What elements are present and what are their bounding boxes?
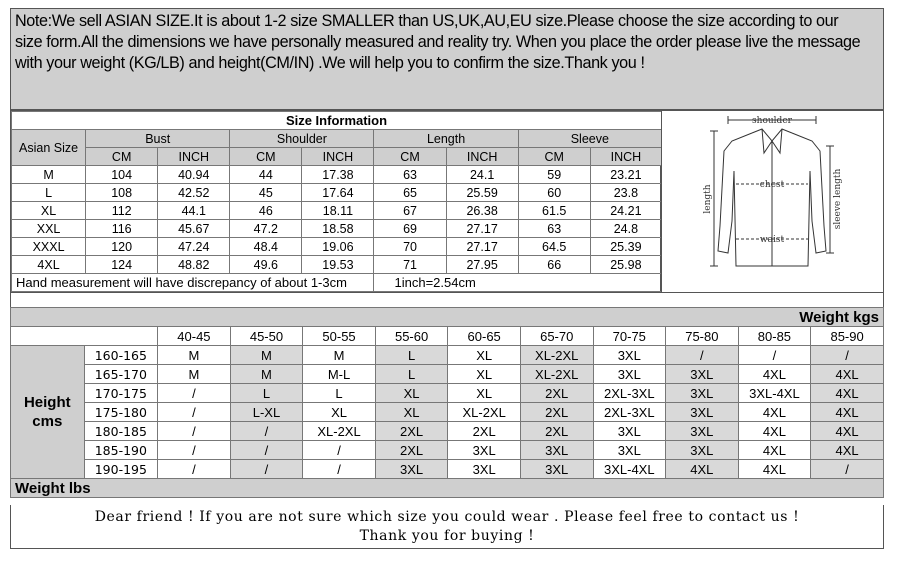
height-range: 190-195 [84, 460, 158, 479]
recommended-size-cell: L [375, 365, 448, 384]
sleeve-length-label: sleeve length [833, 168, 843, 230]
size-value-cell: 63 [518, 220, 590, 238]
size-value-cell: 112 [86, 202, 158, 220]
size-value-cell: 27.95 [446, 256, 518, 274]
recommended-size-cell: XL-2XL [520, 365, 593, 384]
recommended-size-cell: 4XL [811, 441, 884, 460]
recommended-size-cell: XL-2XL [448, 403, 521, 422]
size-value-cell: 44.1 [158, 202, 230, 220]
recommended-size-cell: / [158, 384, 231, 403]
height-cms-label [11, 346, 85, 479]
recommended-size-cell: / [666, 346, 739, 365]
size-label: XL [12, 202, 86, 220]
recommended-size-cell: 3XL [520, 441, 593, 460]
size-label: M [12, 166, 86, 184]
note-line: Note:We sell ASIAN SIZE.It is about 1-2 size SMALLER than US,UK,AU,EU size.Please choose the size according to our [15, 12, 839, 30]
height-range: 185-190 [84, 441, 158, 460]
message-line-1: Dear friend ! If you are not sure which size you could wear . Please feel free to contact us ! [94, 509, 800, 525]
recommended-size-cell: 2XL [375, 441, 448, 460]
height-row [11, 403, 884, 422]
size-value-cell: 17.64 [302, 184, 374, 202]
size-note [10, 8, 884, 110]
conversion-note: 1inch=2.54cm [374, 274, 662, 292]
recommended-size-cell: XL [448, 346, 521, 365]
recommended-size-cell: L [230, 384, 303, 403]
size-value-cell: 24.21 [590, 202, 661, 220]
waist-label: waist [759, 235, 785, 245]
size-value-cell: 47.24 [158, 238, 230, 256]
recommended-size-cell: / [303, 460, 376, 479]
recommended-size-cell: 4XL [666, 460, 739, 479]
height-row [11, 346, 884, 365]
height-row [11, 365, 884, 384]
recommended-size-cell: 3XL [520, 460, 593, 479]
size-value-cell: 19.06 [302, 238, 374, 256]
size-value-cell: 23.8 [590, 184, 661, 202]
recommended-size-cell: 3XL [666, 441, 739, 460]
size-value-cell: 44 [230, 166, 302, 184]
group-header: Sleeve [518, 130, 661, 148]
recommended-size-cell: XL [375, 384, 448, 403]
height-range: 180-185 [84, 422, 158, 441]
recommended-size-cell: / [811, 460, 884, 479]
size-value-cell: 25.59 [446, 184, 518, 202]
group-header: Length [374, 130, 518, 148]
recommended-size-cell: 3XL [666, 384, 739, 403]
recommended-size-cell: 3XL [666, 365, 739, 384]
recommended-size-cell: 4XL [738, 460, 811, 479]
size-value-cell: 45 [230, 184, 302, 202]
size-value-cell: 59 [518, 166, 590, 184]
recommended-size-cell: 3XL-4XL [593, 460, 666, 479]
size-value-cell: 108 [86, 184, 158, 202]
recommended-size-cell: 4XL [738, 365, 811, 384]
shirt-diagram-panel [661, 110, 884, 293]
height-label-line: Height [23, 394, 71, 411]
size-row [12, 238, 662, 256]
size-value-cell: 18.11 [302, 202, 374, 220]
size-row [12, 220, 662, 238]
contact-message [10, 505, 884, 549]
size-label: L [12, 184, 86, 202]
size-value-cell: 67 [374, 202, 446, 220]
recommended-size-cell: XL-2XL [520, 346, 593, 365]
size-value-cell: 18.58 [302, 220, 374, 238]
size-value-cell: 42.52 [158, 184, 230, 202]
recommended-size-cell: L-XL [230, 403, 303, 422]
size-value-cell: 120 [86, 238, 158, 256]
recommended-size-cell: / [158, 422, 231, 441]
size-value-cell: 24.1 [446, 166, 518, 184]
size-label: XXXL [12, 238, 86, 256]
recommended-size-cell: 4XL [811, 365, 884, 384]
weight-range-header: 85-90 [811, 327, 884, 346]
size-value-cell: 27.17 [446, 238, 518, 256]
weight-range-header: 45-50 [230, 327, 303, 346]
recommended-size-cell: XL [303, 403, 376, 422]
recommended-size-cell: 3XL [448, 441, 521, 460]
recommended-size-cell: 3XL [593, 346, 666, 365]
size-value-cell: 64.5 [518, 238, 590, 256]
recommended-size-cell: 4XL [738, 422, 811, 441]
size-value-cell: 70 [374, 238, 446, 256]
recommended-size-cell: XL [448, 384, 521, 403]
recommended-size-cell: 2XL-3XL [593, 403, 666, 422]
recommended-size-cell: 4XL [811, 422, 884, 441]
recommended-size-cell: M [230, 346, 303, 365]
measurement-note: Hand measurement will have discrepancy of about 1-3cm [12, 274, 374, 292]
unit-header: CM [86, 148, 158, 166]
size-value-cell: 66 [518, 256, 590, 274]
size-value-cell: 47.2 [230, 220, 302, 238]
weight-range-header: 65-70 [520, 327, 593, 346]
size-value-cell: 63 [374, 166, 446, 184]
size-row [12, 256, 662, 274]
size-value-cell: 65 [374, 184, 446, 202]
size-value-cell: 61.5 [518, 202, 590, 220]
size-information-table [11, 111, 662, 292]
recommended-size-cell: 3XL [448, 460, 521, 479]
height-row [11, 422, 884, 441]
group-header: Shoulder [230, 130, 374, 148]
recommended-size-cell: M-L [303, 365, 376, 384]
recommended-size-cell: 3XL-4XL [738, 384, 811, 403]
size-table-title: Size Information [12, 112, 662, 130]
recommended-size-cell: 2XL [520, 403, 593, 422]
recommended-size-cell: / [738, 346, 811, 365]
recommended-size-cell: XL [375, 403, 448, 422]
size-value-cell: 71 [374, 256, 446, 274]
recommended-size-cell: 4XL [811, 403, 884, 422]
height-range: 170-175 [84, 384, 158, 403]
height-range: 165-170 [84, 365, 158, 384]
asian-size-header: Asian Size [12, 130, 86, 166]
recommended-size-cell: 4XL [738, 441, 811, 460]
height-label-line: cms [32, 413, 63, 430]
weight-height-table [10, 307, 884, 498]
unit-header: CM [230, 148, 302, 166]
recommended-size-cell: / [230, 441, 303, 460]
note-line: with your weight (KG/LB) and height(CM/IN) .We will help you to confirm the size.Thank you ! [15, 54, 645, 72]
size-value-cell: 24.8 [590, 220, 661, 238]
shirt-diagram-icon [662, 111, 883, 292]
size-value-cell: 104 [86, 166, 158, 184]
size-value-cell: 27.17 [446, 220, 518, 238]
recommended-size-cell: / [230, 460, 303, 479]
recommended-size-cell: M [158, 346, 231, 365]
size-row [12, 166, 662, 184]
unit-header: CM [518, 148, 590, 166]
recommended-size-cell: 3XL [593, 365, 666, 384]
message-line-2: Thank you for buying ! [359, 528, 535, 544]
weight-range-header: 80-85 [738, 327, 811, 346]
size-label: 4XL [12, 256, 86, 274]
size-value-cell: 116 [86, 220, 158, 238]
unit-header: INCH [446, 148, 518, 166]
recommended-size-cell: 2XL [375, 422, 448, 441]
size-value-cell: 49.6 [230, 256, 302, 274]
recommended-size-cell: / [158, 441, 231, 460]
size-value-cell: 69 [374, 220, 446, 238]
size-value-cell: 19.53 [302, 256, 374, 274]
unit-header: INCH [302, 148, 374, 166]
size-value-cell: 45.67 [158, 220, 230, 238]
length-label: length [703, 184, 713, 214]
recommended-size-cell: 3XL [593, 422, 666, 441]
recommended-size-cell: / [230, 422, 303, 441]
height-range: 175-180 [84, 403, 158, 422]
size-value-cell: 48.82 [158, 256, 230, 274]
weight-range-header: 75-80 [666, 327, 739, 346]
recommended-size-cell: 2XL [448, 422, 521, 441]
weight-range-header: 55-60 [375, 327, 448, 346]
size-row [12, 184, 662, 202]
size-information-panel [10, 110, 661, 293]
size-value-cell: 124 [86, 256, 158, 274]
shoulder-label: shoulder [752, 116, 792, 126]
recommended-size-cell: / [303, 441, 376, 460]
size-value-cell: 40.94 [158, 166, 230, 184]
recommended-size-cell: 3XL [666, 403, 739, 422]
size-value-cell: 26.38 [446, 202, 518, 220]
size-value-cell: 23.21 [590, 166, 661, 184]
recommended-size-cell: 3XL [375, 460, 448, 479]
height-row [11, 384, 884, 403]
unit-header: INCH [158, 148, 230, 166]
corner-cell [11, 327, 158, 346]
note-line: size form.All the dimensions we have personally measured and reality try. When you place the order please live the message [15, 33, 861, 51]
recommended-size-cell: M [230, 365, 303, 384]
recommended-size-cell: L [375, 346, 448, 365]
size-value-cell: 46 [230, 202, 302, 220]
unit-header: CM [374, 148, 446, 166]
height-row [11, 441, 884, 460]
size-value-cell: 60 [518, 184, 590, 202]
recommended-size-cell: / [158, 460, 231, 479]
weight-kgs-header: Weight kgs [11, 308, 884, 327]
weight-range-header: 50-55 [303, 327, 376, 346]
recommended-size-cell: 3XL [666, 422, 739, 441]
weight-range-header: 40-45 [158, 327, 231, 346]
size-label: XXL [12, 220, 86, 238]
recommended-size-cell: XL-2XL [303, 422, 376, 441]
recommended-size-cell: / [158, 403, 231, 422]
weight-range-header: 60-65 [448, 327, 521, 346]
chest-label: chest [759, 180, 785, 190]
recommended-size-cell: XL [448, 365, 521, 384]
recommended-size-cell: M [158, 365, 231, 384]
recommended-size-cell: 2XL [520, 384, 593, 403]
weight-height-chart [10, 307, 884, 498]
recommended-size-cell: / [811, 346, 884, 365]
recommended-size-cell: M [303, 346, 376, 365]
recommended-size-cell: 3XL [593, 441, 666, 460]
group-header: Bust [86, 130, 230, 148]
recommended-size-cell: L [303, 384, 376, 403]
recommended-size-cell: 2XL-3XL [593, 384, 666, 403]
recommended-size-cell: 4XL [738, 403, 811, 422]
recommended-size-cell: 2XL [520, 422, 593, 441]
size-value-cell: 25.39 [590, 238, 661, 256]
height-range: 160-165 [84, 346, 158, 365]
height-row [11, 460, 884, 479]
weight-lbs-footer: Weight lbs [11, 479, 884, 498]
size-value-cell: 48.4 [230, 238, 302, 256]
size-value-cell: 17.38 [302, 166, 374, 184]
size-value-cell: 25.98 [590, 256, 661, 274]
size-row [12, 202, 662, 220]
recommended-size-cell: 4XL [811, 384, 884, 403]
section-gap [10, 293, 884, 307]
unit-header: INCH [590, 148, 661, 166]
weight-range-header: 70-75 [593, 327, 666, 346]
